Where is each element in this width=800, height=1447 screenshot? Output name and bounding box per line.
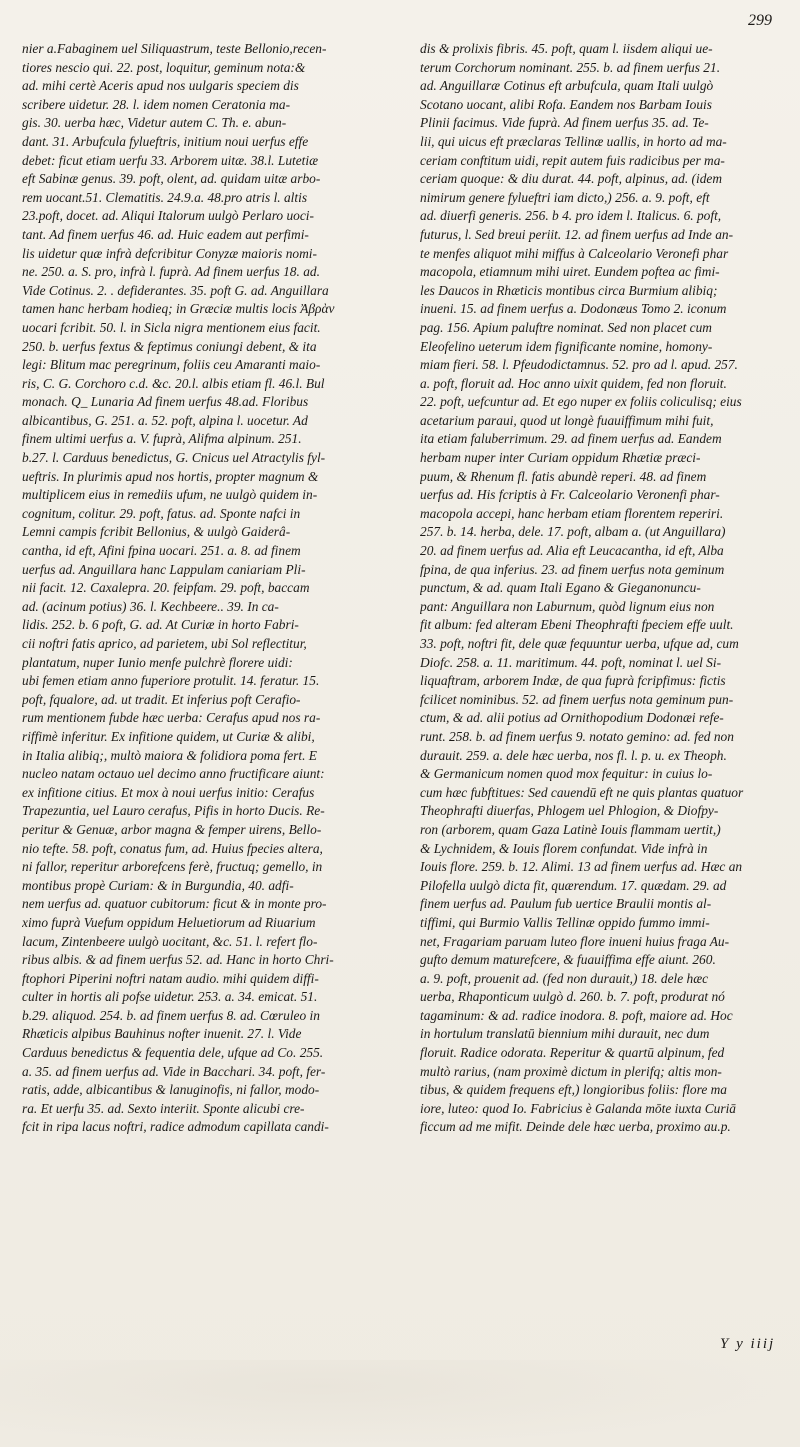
left-column-line: ad. (acinum potius) 36. l. Kechbeere.. 39. In ca- xyxy=(22,598,279,614)
left-column-line: rum mentionem fubde hæc uerba: Cerafus apud nos ra- xyxy=(22,710,321,726)
left-column-line: multiplicem eius in remediis ufum, ne uulgò quidem in- xyxy=(22,487,318,503)
left-column-line: Carduus benedictus & fequentia dele, ufque ad Co. 255. xyxy=(22,1045,324,1061)
right-column-line: punctum, & ad. quam Itali Egano & Gieganonuncu- xyxy=(420,580,701,596)
right-column-line: Eleofelino ueterum idem fignificante nomine, homony- xyxy=(420,338,713,354)
left-column-line: fcit in ripa lacus noftri, radice admodum capillata candi- xyxy=(22,1119,329,1135)
right-column-line: runt. 258. b. ad finem uerfus 9. notato gemino: ad. fed non xyxy=(420,728,734,744)
paper-stain xyxy=(0,1360,800,1447)
right-column-line: cum hæc fubftitues: Sed cauendū eft ne quis plantas quatuor xyxy=(420,784,744,800)
right-text-column xyxy=(420,40,770,1137)
right-column-line: ceriam quoque: & diu durat. 44. poft, alpinus, ad. (idem xyxy=(420,171,723,187)
left-column-line: tant. Ad finem uerfus 46. ad. Huic eadem aut perfimi- xyxy=(22,226,309,242)
right-column-line: Diofc. 258. a. 11. maritimum. 44. poft, nominat l. uel Si- xyxy=(420,654,722,670)
left-column-line: in Italia alibiq;, multò maiora & folidiora poma fert. E xyxy=(22,747,317,763)
left-column-line: riffimè inferitur. Ex infitione quidem, ut Curiæ & alibi, xyxy=(22,728,315,744)
left-column-line: tiores nescio qui. 22. post, loquitur, geminum nota:& xyxy=(22,59,306,75)
left-column-line: lis uidetur quæ infrà defcribitur Conyzæ maioris nomi- xyxy=(22,245,317,261)
right-column-line: ctum, & ad. alii potius ad Ornithopodium Dodonæi refe- xyxy=(420,710,724,726)
right-column-line: lii, qui uicus eft præclaras Tellinæ uallis, in horto ad ma- xyxy=(420,133,727,149)
right-column-line: ad. Anguillaræ Cotinus eft arbufcula, quam Itali uulgò xyxy=(420,78,714,94)
left-column-line: nucleo natam octauo uel decimo anno fructificare aiunt: xyxy=(22,766,325,782)
right-column-line: durauit. 259. a. dele hæc uerba, nos fl. l. p. u. ex Theoph. xyxy=(420,747,727,763)
left-column-line: debet: ficut etiam uerfu 33. Arborem uitæ. 38.l. Lutetiæ xyxy=(22,152,319,168)
left-column-line: ad. mihi certè Aceris apud nos uulgaris speciem dis xyxy=(22,78,299,94)
right-column-line: 22. poft, uefcuntur ad. Et ego nuper ex foliis coliculisq; eius xyxy=(420,394,742,410)
right-column-line: ita etiam faluberrimum. 29. ad finem uerfus ad. Eandem xyxy=(420,431,722,447)
left-column-line: eft Sabinæ genus. 39. poft, olent, ad. quidam uitæ arbo- xyxy=(22,171,321,187)
left-column-line: Trapezuntia, uel Lauro cerafus, Pifis in horto Ducis. Re- xyxy=(22,803,325,819)
left-column-line: gis. 30. uerba hæc, Videtur autem C. Th. e. abun- xyxy=(22,115,287,131)
right-column-line: ficcum ad me mifit. Deinde dele hæc uerba, proximo au.p. xyxy=(420,1119,731,1135)
right-column-line: 257. b. 14. herba, dele. 17. poft, albam a. (ut Anguillara) xyxy=(420,524,726,540)
left-text-column xyxy=(22,40,372,1137)
right-column-line: tagaminum: & ad. radice inodora. 8. poft, maiore ad. Hoc xyxy=(420,1007,733,1023)
right-column-line: 33. poft, noftri fit, dele quæ fequuntur uerba, ufque ad, cum xyxy=(420,636,739,651)
right-column-line: terum Corchorum nominant. 255. b. ad finem uerfus 21. xyxy=(420,59,721,75)
left-column-line: ex infitione citius. Et mox à noui uerfus initio: Cerafus xyxy=(22,784,315,800)
right-column-line: les Daucos in Rhæticis montibus circa Burmium alibiq; xyxy=(420,282,718,298)
left-column-line: cantha, id eft, Afini fpina uocari. 251. a. 8. ad finem xyxy=(22,543,301,559)
left-column-line: peritur & Genuæ, arbor magna & femper uirens, Bello- xyxy=(22,821,322,837)
right-column-line: ron (arborem, quam Gaza Latinè Iouis flammam uertit,) xyxy=(420,821,721,837)
left-column-line: b.29. aliquod. 254. b. ad finem uerfus 8. ad. Cœruleo in xyxy=(22,1007,320,1023)
right-column-line: miam fieri. 58. l. Pfeudodictamnus. 52. pro ad l. apud. 257. xyxy=(420,357,738,373)
left-column-line: ris, C. G. Corchoro c.d. &c. 20.l. albis etiam fl. 46.l. Bul xyxy=(22,375,325,391)
left-column-line: nii facit. 12. Caxalepra. 20. feipfam. 29. poft, baccam xyxy=(22,580,310,596)
right-column-line: dis & prolixis fibris. 45. poft, quam l. iisdem aliqui ue- xyxy=(420,41,713,56)
left-column-line: plantatum, nuper Iunio menfe pulchrè florere uidi: xyxy=(22,654,293,670)
right-column-line: iore, luteo: quod Io. Fabricius è Galanda mōte iuxta Curiā xyxy=(420,1100,737,1116)
left-column-line: rem uocant.51. Clematitis. 24.9.a. 48.pro atris l. altis xyxy=(22,189,308,205)
right-column-line: acetarium paraui, quod ut longè fuauiffimum mihi fuit, xyxy=(420,412,714,428)
right-column-line: puum, & Rhenum fl. fatis abundè reperi. 48. ad finem xyxy=(420,468,707,484)
left-column-line: nio tefte. 58. poft, conatus fum, ad. Huius fpecies altera, xyxy=(22,840,323,856)
left-column-line: cii noftri fatis aprico, ad parietem, ubi Sol reflectitur, xyxy=(22,636,307,651)
right-column-line: inueni. 15. ad finem uerfus a. Dodonæus Tomo 2. iconum xyxy=(420,301,727,317)
left-column-line: ximo fuprà Vuefum oppidum Heluetiorum ad Riuarium xyxy=(22,914,316,930)
right-column-line: tibus, & quidem frequens eft,) longioribus foliis: flore ma xyxy=(420,1082,727,1098)
right-column-line: futurus, l. Sed breui periit. 12. ad finem uerfus ad Inde an- xyxy=(420,226,734,242)
right-column-line: a. poft, floruit ad. Hoc anno uixit quidem, fed non floruit. xyxy=(420,375,727,391)
left-column-line: nier a.Fabaginem uel Siliquastrum, teste Bellonio,recen- xyxy=(22,41,327,56)
right-column-line: & Germanicum nomen quod mox fequitur: in cuius lo- xyxy=(420,766,713,782)
left-column-line: montibus propè Curiam: & in Burgundia, 40. adfi- xyxy=(22,877,294,893)
right-column-line: uerba, Rhaponticum uulgò d. 260. b. 7. poft, produrat nó xyxy=(420,989,725,1005)
left-column-line: ftophori Piperini noftri natam audio. mihi quidem diffi- xyxy=(22,970,319,986)
right-column-line: ceriam conftitum uidi, repit autem fuis radicibus per ma- xyxy=(420,152,725,168)
right-column-line: macopola, etiamnum mihi uiret. Eundem poftea ac fimi- xyxy=(420,264,720,280)
left-column-line: nem uerfus ad. quatuor cubitorum: ficut & in monte pro- xyxy=(22,896,327,912)
signature-mark: Y y iiij xyxy=(720,1336,776,1352)
right-column-line: Iouis flore. 259. b. 12. Alimi. 13 ad finem uerfus ad. Hæc an xyxy=(420,859,743,875)
right-column-line: multò rarius, (nam proximè dictum in plerifq; altis mon- xyxy=(420,1063,722,1079)
right-column-line: net, Fragariam paruam luteo flore inueni huius fraga Au- xyxy=(420,933,730,949)
right-column-line: fcilicet nominibus. 52. ad finem uerfus nota geminum pun- xyxy=(420,691,734,707)
right-column-line: floruit. Radice odorata. Reperitur & quartū alpinum, fed xyxy=(420,1045,725,1061)
right-column-line: gufto demum maturefcere, & fuauiffima effe aiunt. 260. xyxy=(420,952,716,968)
right-column-line: fit album: fed alteram Ebeni Theophrafti fpeciem effe uult. xyxy=(420,617,734,633)
right-column-line: & Lychnidem, & Iouis florem confundat. Vide infrà in xyxy=(420,840,708,856)
left-column-line: a. 35. ad finem uerfus ad. Vide in Bacchari. 34. poft, fer- xyxy=(22,1063,326,1079)
right-column-line: Pilofella uulgò dicta fit, quærendum. 17. quædam. 29. ad xyxy=(420,877,727,893)
left-column-line: dant. 31. Arbufcula fylueftris, initium noui uerfus effe xyxy=(22,133,309,149)
left-column-line: tamen hanc herbam hodieq; in Græciæ multis locis Ἀβρὰν xyxy=(22,301,335,317)
left-column-line: Vide Cotinus. 2. . defiderantes. 35. poft G. ad. Anguillara xyxy=(22,282,329,298)
left-column-line: ni fallor, reperitur arborefcens ferè, fructuq; gemello, in xyxy=(22,859,323,875)
left-column-line: cognitum, colitur. 29. poft, fatus. ad. Sponte nafci in xyxy=(22,505,301,521)
right-column-line: uerfus ad. His fcriptis à Fr. Calceolario Veronenfi phar- xyxy=(420,487,720,503)
left-column-line: culter in hortis ali pofse uidetur. 253. a. 34. emicat. 51. xyxy=(22,989,318,1005)
left-column-line: 23.poft, docet. ad. Aliqui Italorum uulgò Perlaro uoci- xyxy=(22,208,314,224)
right-column-line: ad. diuerfi generis. 256. b 4. pro idem l. Italicus. 6. poft, xyxy=(420,208,722,224)
left-column-line: ubi femen etiam anno fuperiore protulit. 14. feratur. 15. xyxy=(22,673,320,689)
right-column-line: te menfes aliquot mihi miffus à Calceolario Veronefi phar xyxy=(420,245,729,261)
right-column-line: macopola accepi, hanc herbam etiam florentem reperiri. xyxy=(420,505,724,521)
left-column-line: Lemni campis fcribit Bellonius, & uulgò Gaiderâ- xyxy=(22,524,291,540)
left-column-line: ra. Et uerfu 35. ad. Sexto interiit. Sponte alicubi cre- xyxy=(22,1100,305,1116)
left-column-line: monach. Q_ Lunaria Ad finem uerfus 48.ad. Floribus xyxy=(22,394,309,410)
left-column-line: ribus albis. & ad finem uerfus 52. ad. Hanc in horto Chri- xyxy=(22,952,334,968)
left-column-line: lidis. 252. b. 6 poft, G. ad. At Curiæ in horto Fabri- xyxy=(22,617,299,633)
left-column-line: poft, fqualore, ad. ut tradit. Et inferius poft Cerafio- xyxy=(22,691,301,707)
right-column-line: 20. ad finem uerfus ad. Alia eft Leucacantha, id eft, Alba xyxy=(420,543,724,559)
right-column-line: Plinii facimus. Vide fuprà. Ad finem uerfus 35. ad. Te- xyxy=(420,115,709,131)
right-column-line: pant: Anguillara non Laburnum, quòd lignum eius non xyxy=(420,598,715,614)
left-column-line: ne. 250. a. S. pro, infrà l. fuprà. Ad finem uerfus 18. ad. xyxy=(22,264,320,280)
left-column-line: uerfus ad. Anguillara hanc Lappulam caniariam Pli- xyxy=(22,561,306,577)
left-column-line: ueftris. In plurimis apud nos hortis, propter magnum & xyxy=(22,468,319,484)
right-column-line: fpina, de qua inferius. 23. ad finem uerfus nota geminum xyxy=(420,561,725,577)
left-column-line: Rhæticis alpibus Bauhinus nofter inuenit. 27. l. Vide xyxy=(22,1026,302,1042)
left-column-line: scribere uidetur. 28. l. idem nomen Ceratonia ma- xyxy=(22,96,291,112)
left-column-line: uocari fcribit. 50. l. in Sicla nigra mentionem eius facit. xyxy=(22,319,321,335)
page-number: 299 xyxy=(748,12,772,29)
right-column-line: finem uerfus ad. Paulum fub uertice Braulii montis al- xyxy=(420,896,712,912)
right-column-line: a. 9. poft, prouenit ad. (fed non durauit,) 18. dele hæc xyxy=(420,970,709,986)
right-column-line: pag. 156. Apium paluftre nominat. Sed non placet cum xyxy=(420,319,712,335)
left-column-line: 250. b. uerfus fextus & feptimus coniungi debent, & ita xyxy=(22,338,317,354)
right-column-line: Theophrafti diuerfas, Phlogem uel Phlogion, & Diofpy- xyxy=(420,803,719,819)
right-column-line: in hortulum translatū biennium mihi durauit, nec dum xyxy=(420,1026,710,1042)
left-column-line: finem ultimi uerfus a. V. fuprà, Alifma alpinum. 251. xyxy=(22,431,302,447)
left-column-line: legi: Blitum mac peregrinum, foliis ceu Amaranti maio- xyxy=(22,357,321,373)
left-column-line: b.27. l. Carduus benedictus, G. Cnicus uel Atractylis fyl- xyxy=(22,450,326,466)
right-column-line: tiffimi, qui Burmio Vallis Tellinæ oppido fummo immi- xyxy=(420,914,710,930)
right-column-line: nimirum genere fylueftri iam dicto,) 256. a. 9. poft, eft xyxy=(420,189,710,205)
left-column-line: ratis, adde, albicantibus & lanuginofis, ni fallor, modo- xyxy=(22,1082,320,1098)
right-column-line: herbam nuper inter Curiam oppidum Rhætiæ præci- xyxy=(420,450,701,466)
right-column-line: Scotano uocant, alibi Rofa. Eandem nos Barbam Iouis xyxy=(420,96,712,112)
left-column-line: lacum, Zintenbeere uulgò uocitant, &c. 51. l. refert flo- xyxy=(22,933,318,949)
right-column-line: liquaftram, arborem Indæ, de qua fuprà fcripfimus: fictis xyxy=(420,673,726,689)
left-column-line: albicantibus, G. 251. a. 52. poft, alpina l. uocetur. Ad xyxy=(22,412,308,428)
